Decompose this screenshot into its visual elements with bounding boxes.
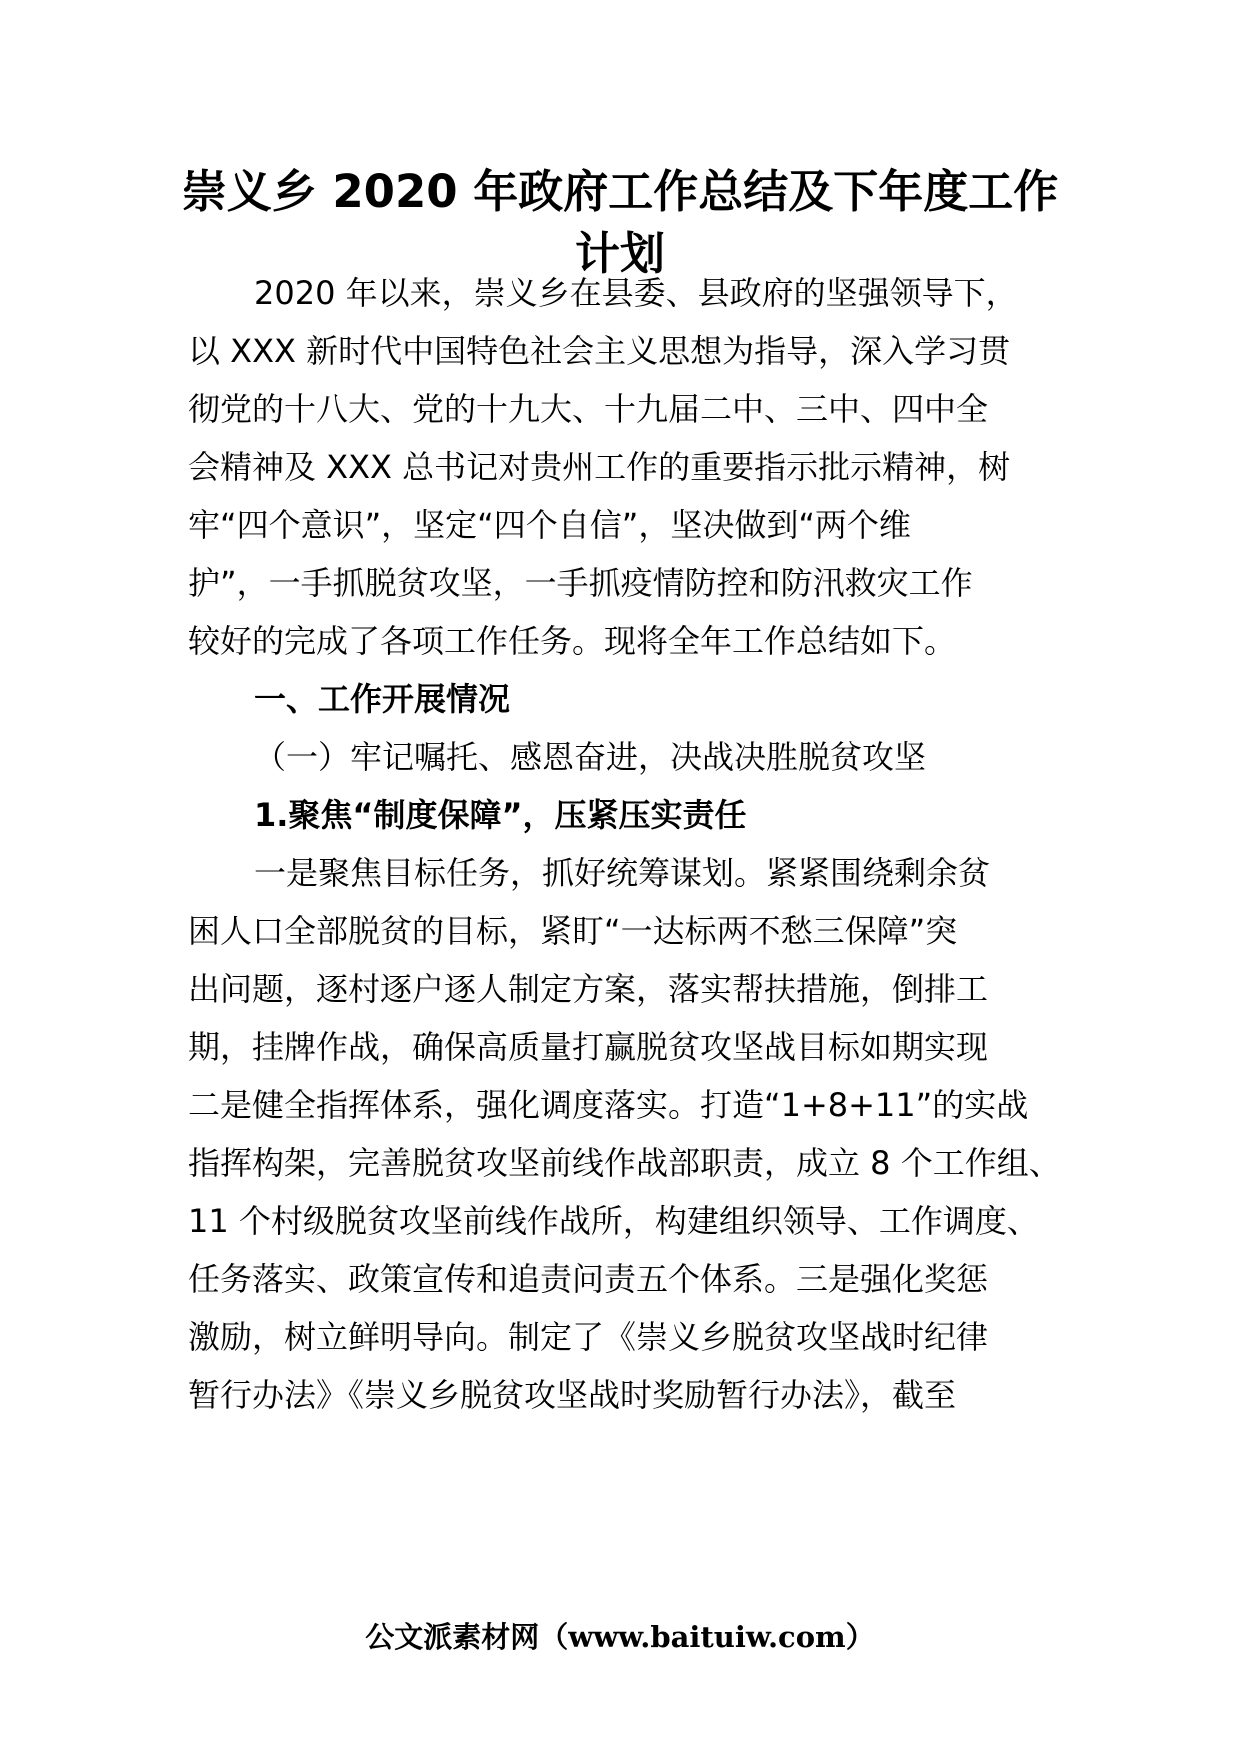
intro-line-2: 以 XXX 新时代中国特色社会主义思想为指导，深入学习贯 [188, 332, 1011, 370]
item-heading: 1.聚焦“制度保障”，压紧压实责任 [254, 796, 747, 834]
body-line-5: 二是健全指挥体系，强化调度落实。打造“1+8+11”的实战 [188, 1086, 1029, 1124]
body-line-10: 暂行办法》《崇义乡脱贫攻坚战时奖励暂行办法》，截至 [188, 1376, 957, 1414]
body-line-8: 任务落实、政策宣传和追责问责五个体系。三是强化奖惩 [188, 1260, 989, 1298]
body-line-7: 11 个村级脱贫攻坚前线作战所，构建组织领导、工作调度、 [188, 1202, 1039, 1240]
intro-line-1: 2020 年以来，崇义乡在县委、县政府的坚强领导下， [254, 274, 1018, 312]
document-title-line-1: 崇义乡 2020 年政府工作总结及下年度工作 [181, 165, 1059, 218]
body-line-6: 指挥构架，完善脱贫攻坚前线作战部职责，成立 8 个工作组、 [188, 1144, 1061, 1182]
document-title-line-2: 计划 [574, 227, 665, 280]
intro-line-5: 牢“四个意识”，坚定“四个自信”，坚决做到“两个维 [188, 506, 911, 544]
footer-source: 公文派素材网（www.baituiw.com） [365, 1620, 875, 1654]
intro-line-7: 较好的完成了各项工作任务。现将全年工作总结如下。 [188, 622, 957, 660]
intro-line-4: 会精神及 XXX 总书记对贵州工作的重要指示批示精神，树 [188, 448, 1011, 486]
intro-line-3: 彻党的十八大、党的十九大、十九届二中、三中、四中全 [188, 390, 989, 428]
body-line-4: 期，挂牌作战，确保高质量打赢脱贫攻坚战目标如期实现 [188, 1028, 989, 1066]
body-line-9: 激励，树立鲜明导向。制定了《崇义乡脱贫攻坚战时纪律 [188, 1318, 989, 1356]
body-line-1: 一是聚焦目标任务，抓好统筹谋划。紧紧围绕剩余贫 [254, 854, 991, 892]
body-line-3: 出问题，逐村逐户逐人制定方案，落实帮扶措施，倒排工 [188, 970, 989, 1008]
section-heading: 一、工作开展情况 [254, 680, 511, 718]
intro-line-6: 护”，一手抓脱贫攻坚，一手抓疫情防控和防汛救灾工作 [188, 564, 973, 602]
subsection-heading: （一）牢记嘱托、感恩奋进，决战决胜脱贫攻坚 [254, 738, 927, 776]
body-line-2: 困人口全部脱贫的目标，紧盯“一达标两不愁三保障”突 [188, 912, 958, 950]
